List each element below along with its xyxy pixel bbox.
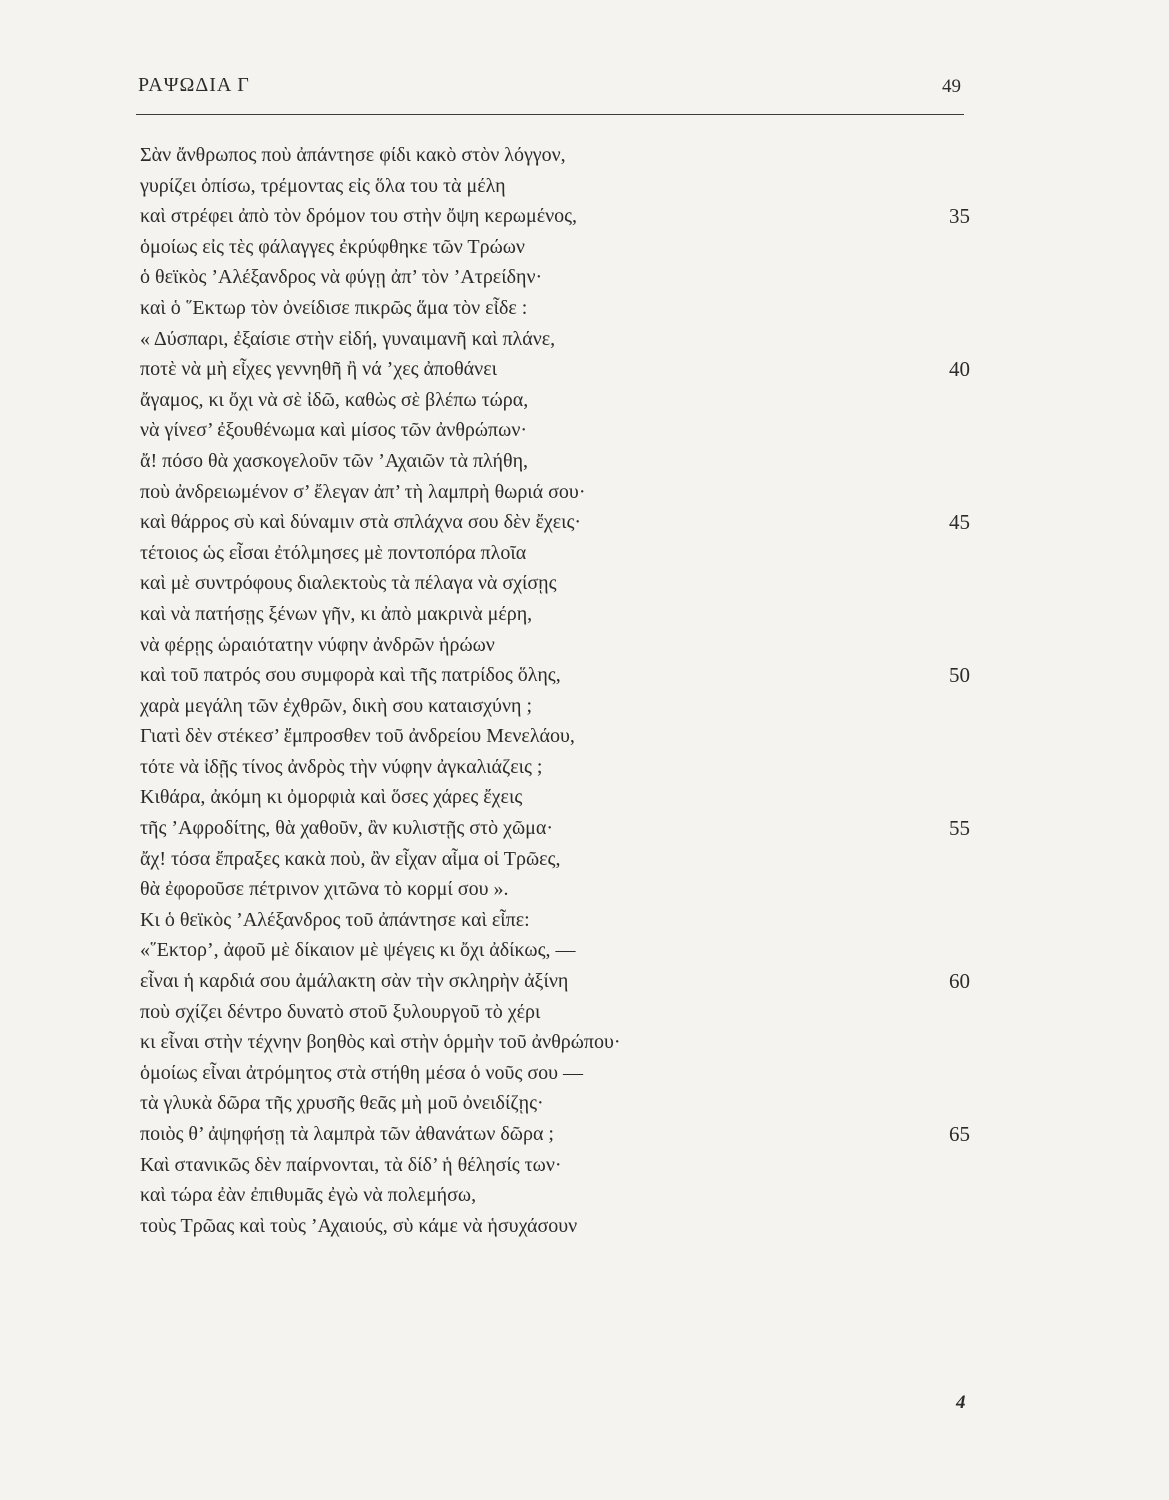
verse-line: [140, 293, 970, 324]
line-number: 50: [949, 663, 970, 688]
verse-text: τὰ γλυκὰ δῶρα τῆς χρυσῆς θεᾶς μὴ μοῦ ὀνειδίζῃς·: [140, 1092, 544, 1115]
verse-line: [140, 354, 970, 385]
verse-text: «῞Εκτορ’, ἀφοῦ μὲ δίκαιον μὲ ψέγεις κι ὄχι ἀδίκως, —: [140, 939, 576, 962]
verse-line: [140, 232, 970, 263]
verse-line: [140, 905, 970, 936]
verse-line: [140, 660, 970, 691]
verse-text: ἄ! πόσο θὰ χασκογελοῦν τῶν ’Αχαιῶν τὰ πλήθη,: [140, 449, 529, 472]
verse-line: [140, 935, 970, 966]
verse-text: Γιατὶ δὲν στέκεσ’ ἔμπροσθεν τοῦ ἀνδρείου Μενελάου,: [140, 725, 575, 748]
verse-text: νὰ φέρῃς ὡραιότατην νύφην ἀνδρῶν ἡρώων: [140, 633, 495, 656]
verse-line: [140, 752, 970, 783]
verse-line: [140, 1027, 970, 1058]
verse-line: [140, 324, 970, 355]
verse-text: ποιὸς θ’ ἀψηφήσῃ τὰ λαμπρὰ τῶν ἀθανάτων δῶρα ;: [140, 1123, 554, 1145]
verse-line: [140, 691, 970, 722]
verse-text: τῆς ’Αφροδίτης, θὰ χαθοῦν, ἂν κυλιστῇς στὸ χῶμα·: [140, 817, 554, 840]
verse-text: ἄχ! τόσα ἔπραξες κακὰ ποὺ, ἂν εἶχαν αἷμα οἱ Τρῶες,: [140, 847, 561, 870]
verse-line: [140, 415, 970, 446]
line-number: 45: [949, 510, 970, 535]
verse-text: καὶ τώρα ἐὰν ἐπιθυμᾶς ἐγὼ νὰ πολεμήσω,: [140, 1184, 477, 1207]
verse-line: [140, 997, 970, 1028]
verse-text: νὰ γίνεσ’ ἐξουθένωμα καὶ μίσος τῶν ἀνθρώπων·: [140, 419, 528, 442]
verse-text: καὶ τοῦ πατρός σου συμφορὰ καὶ τῆς πατρίδος ὅλης,: [140, 664, 561, 687]
verse-text: καὶ στρέφει ἀπὸ τὸν δρόμον του στὴν ὄψη κερωμένος,: [140, 205, 578, 228]
verse-line: [140, 262, 970, 293]
verse-text: Κιθάρα, ἀκόμη κι ὀμορφιὰ καὶ ὅσες χάρες ἔχεις: [140, 786, 523, 809]
verse-block: [140, 140, 970, 1241]
verse-line: [140, 1088, 970, 1119]
verse-text: καὶ νὰ πατήσῃς ξένων γῆν, κι ἀπὸ μακρινὰ μέρη,: [140, 602, 533, 625]
verse-text: ποὺ σχίζει δέντρο δυνατὸ στοῦ ξυλουργοῦ τὸ χέρι: [140, 1000, 541, 1023]
verse-text: ὁμοίως εἰς τὲς φάλαγγες ἐκρύφθηκε τῶν Τρώων: [140, 235, 525, 258]
running-header: [138, 72, 965, 112]
verse-line: [140, 446, 970, 477]
verse-line: [140, 630, 970, 661]
verse-line: [140, 140, 970, 171]
verse-line: [140, 1150, 970, 1181]
verse-text: Καὶ στανικῶς δὲν παίρνονται, τὰ δίδ’ ἡ θέλησίς των·: [140, 1153, 562, 1176]
page-number: 49: [942, 76, 961, 97]
verse-line: [140, 1058, 970, 1089]
verse-line: [140, 1180, 970, 1211]
verse-line: [140, 844, 970, 875]
verse-text: Κι ὁ θεϊκὸς ’Αλέξανδρος τοῦ ἀπάντησε καὶ εἶπε:: [140, 908, 530, 931]
verse-text: γυρίζει ὀπίσω, τρέμοντας εἰς ὅλα του τὰ μέλη: [140, 174, 506, 197]
line-number: 40: [949, 357, 970, 382]
verse-line: [140, 874, 970, 905]
line-number: 60: [949, 969, 970, 994]
verse-line: [140, 538, 970, 569]
verse-line: [140, 201, 970, 232]
verse-text: Σὰν ἄνθρωπος ποὺ ἀπάντησε φίδι κακὸ στὸν λόγγον,: [140, 144, 566, 166]
verse-line: [140, 171, 970, 202]
verse-line: [140, 966, 970, 997]
verse-line: [140, 477, 970, 508]
verse-text: καὶ θάρρος σὺ καὶ δύναμιν στὰ σπλάχνα σου δὲν ἔχεις·: [140, 511, 582, 534]
verse-text: ὁ θεϊκὸς ’Αλέξανδρος νὰ φύγῃ ἀπ’ τὸν ’Ατρείδην·: [140, 266, 543, 289]
verse-text: « Δύσπαρι, ἐξαίσιε στὴν εἰδή, γυναιμανῆ καὶ πλάνε,: [140, 327, 556, 350]
verse-text: καὶ ὁ ῞Εκτωρ τὸν ὀνείδισε πικρῶς ἅμα τὸν εἶδε :: [140, 296, 528, 319]
verse-line: [140, 1211, 970, 1242]
verse-text: ποὺ ἀνδρειωμένον σ’ ἔλεγαν ἀπ’ τὴ λαμπρὴ θωριά σου·: [140, 480, 586, 503]
line-number: 35: [949, 204, 970, 229]
signature-mark: 4: [956, 1392, 966, 1413]
verse-text: εἶναι ἡ καρδιά σου ἀμάλακτη σὰν τὴν σκληρὴν ἀξίνη: [140, 970, 569, 993]
verse-text: χαρὰ μεγάλη τῶν ἐχθρῶν, δικὴ σου καταισχύνη ;: [140, 694, 533, 717]
line-number: 65: [949, 1122, 970, 1146]
verse-line: [140, 782, 970, 813]
verse-line: [140, 599, 970, 630]
verse-text: τότε νὰ ἰδῇς τίνος ἀνδρὸς τὴν νύφην ἀγκαλιάζεις ;: [140, 755, 543, 778]
verse-text: τοὺς Τρῶας καὶ τοὺς ’Αχαιούς, σὺ κάμε νὰ ἡσυχάσουν: [140, 1214, 578, 1237]
verse-line: [140, 721, 970, 752]
verse-text: θὰ ἐφοροῦσε πέτρινον χιτῶνα τὸ κορμί σου ».: [140, 878, 509, 901]
verse-line: [140, 568, 970, 599]
verse-text: ὁμοίως εἶναι ἀτρόμητος στὰ στήθη μέσα ὁ νοῦς σου —: [140, 1061, 584, 1084]
verse-text: ποτὲ νὰ μὴ εἶχες γεννηθῆ ἢ νά ’χες ἀποθάνει: [140, 358, 497, 381]
verse-line: [140, 385, 970, 416]
verse-text: ἄγαμος, κι ὄχι νὰ σὲ ἰδῶ, καθὼς σὲ βλέπω τώρα,: [140, 388, 529, 411]
verse-line: [140, 507, 970, 538]
verse-text: καὶ μὲ συντρόφους διαλεκτοὺς τὰ πέλαγα νὰ σχίσῃς: [140, 572, 557, 595]
verse-line: [140, 1119, 970, 1150]
verse-text: κι εἶναι στὴν τέχνην βοηθὸς καὶ στὴν ὁρμὴν τοῦ ἀνθρώπου·: [140, 1031, 621, 1054]
line-number: 55: [949, 816, 970, 841]
verse-line: [140, 813, 970, 844]
chapter-title: ΡΑΨΩΔΙΑ Γ: [138, 74, 250, 96]
header-rule: [136, 114, 964, 115]
verse-text: τέτοιος ὡς εἶσαι ἐτόλμησες μὲ ποντοπόρα πλοῖα: [140, 541, 527, 564]
